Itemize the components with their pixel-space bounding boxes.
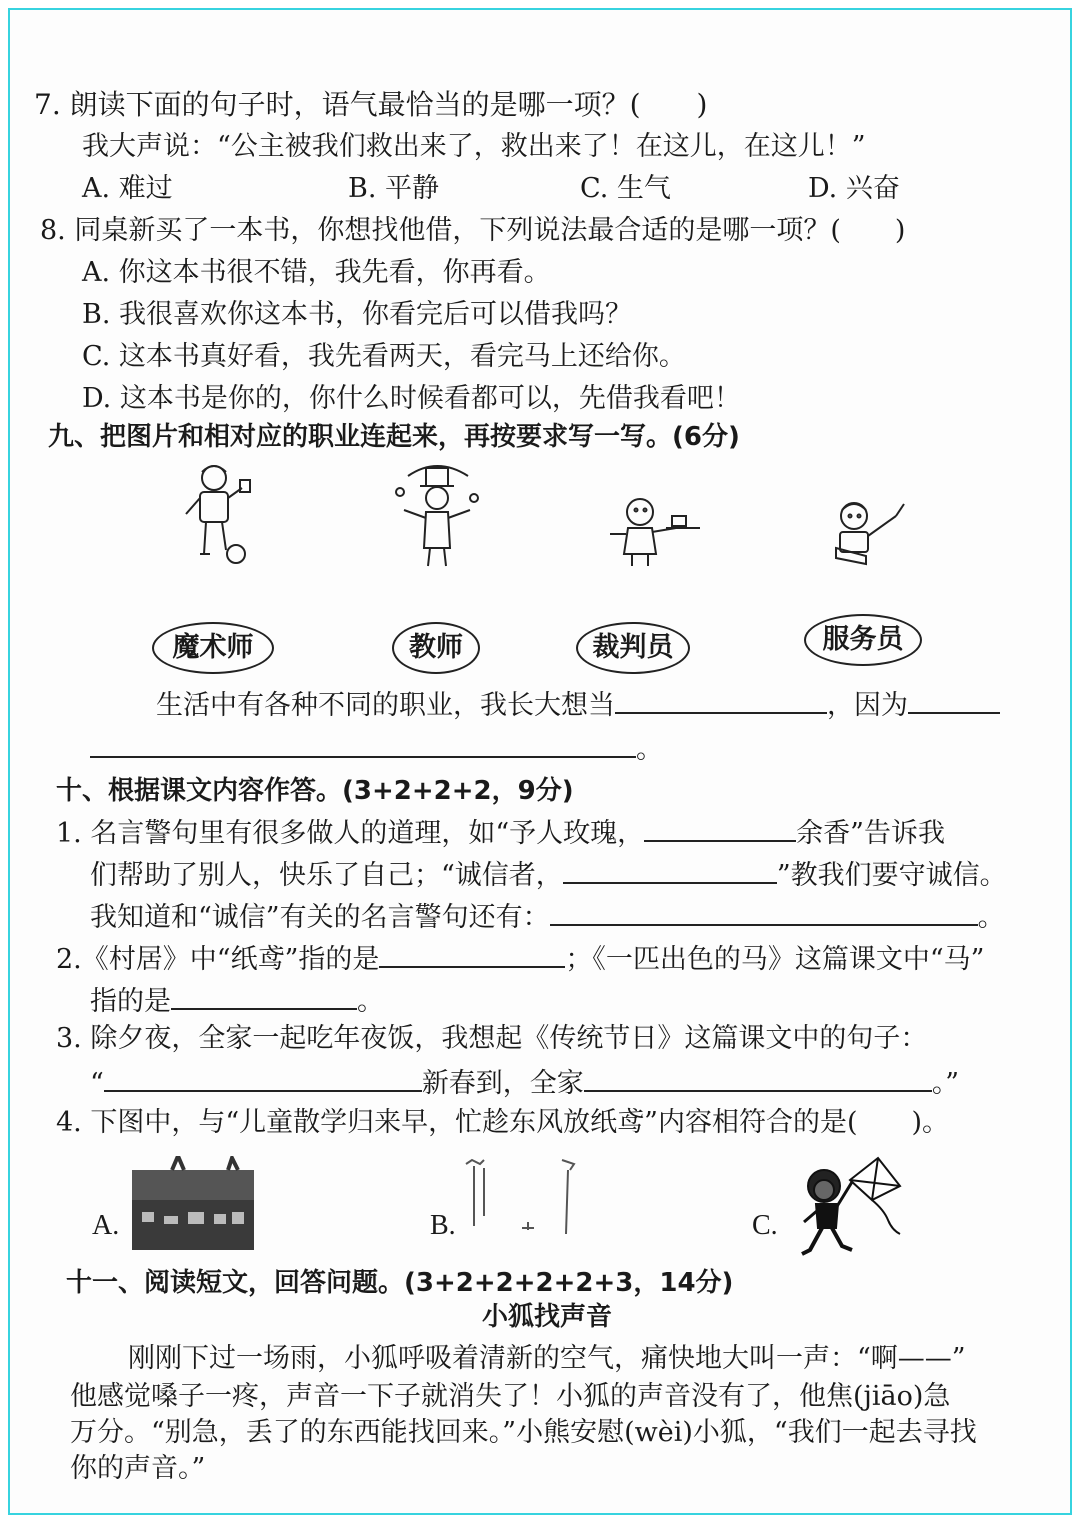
section-9-title: 九、把图片和相对应的职业连起来，再按要求写一写。(6分)	[48, 422, 740, 452]
text: 指的是	[90, 986, 171, 1017]
q10-4-option-a-label[interactable]: A.	[92, 1210, 120, 1241]
text: 我知道和“诚信”有关的名言警句还有：	[90, 902, 550, 933]
period: 。	[636, 734, 663, 765]
q8-option-b: B. 我很喜欢你这本书，你看完后可以借我吗？	[82, 299, 633, 330]
text: ”教我们要守诚信。	[776, 860, 1007, 891]
story-line-3: 万分。“别急，丢了的东西能找回来。”小熊安慰(wèi)小狐，“我们一起去寻找	[70, 1417, 977, 1448]
period: 。	[357, 986, 384, 1017]
quote-blank[interactable]	[550, 898, 978, 926]
q7-option-d: D. 兴奋	[808, 173, 900, 204]
q10-1-line3	[90, 898, 1005, 935]
q10-2-line1	[56, 940, 984, 977]
q7-option-b: B. 平静	[348, 173, 440, 204]
q10-4-stem: 4. 下图中，与“儿童散学归来早，忙趁东风放纸鸢”内容相符合的是( )。	[56, 1107, 950, 1138]
festival-blank-2[interactable]	[584, 1064, 932, 1092]
q8-option-a: A. 你这本书很不错，我先看，你再看。	[82, 257, 551, 288]
q8-option-c: C. 这本书真好看，我先看两天，看完马上还给你。	[82, 341, 686, 372]
q7-sentence: 我大声说：“公主被我们救出来了，救出来了！在这儿，在这儿！”	[82, 131, 866, 162]
q10-3-line1: 3. 除夕夜，全家一起吃年夜饭，我想起《传统节日》这篇课文中的句子：	[56, 1023, 928, 1054]
sentence-part: 生活中有各种不同的职业，我长大想当	[156, 690, 615, 721]
text: 余香”告诉我	[796, 818, 945, 849]
referee-picture	[170, 458, 260, 568]
horse-blank[interactable]	[171, 982, 357, 1010]
story-title: 小狐找声音	[482, 1302, 613, 1332]
section-11-title: 十一、阅读短文，回答问题。(3+2+2+2+2+3，14分)	[66, 1268, 734, 1298]
magician-picture	[388, 462, 488, 572]
worksheet-page	[8, 8, 1072, 1515]
text: 新春到，全家	[421, 1068, 584, 1099]
kite-blank[interactable]	[379, 940, 565, 968]
quote-open: “	[90, 1068, 104, 1099]
period: 。	[977, 902, 1005, 933]
story-line-4: 你的声音。”	[70, 1453, 206, 1484]
rose-blank[interactable]	[644, 814, 796, 842]
section-9-sentence-cont	[90, 730, 663, 767]
job-waiter-label[interactable]: 服务员	[804, 614, 922, 666]
festival-blank-1[interactable]	[104, 1064, 422, 1092]
q8-stem: 8. 同桌新买了一本书，你想找他借，下列说法最合适的是哪一项？( )	[40, 215, 906, 246]
story-line-1: 刚刚下过一场雨，小狐呼吸着清新的空气，痛快地大叫一声：“啊——”	[128, 1343, 966, 1374]
story-line-2: 他感觉嗓子一疼，声音一下子就消失了！小狐的声音没有了，他焦(jiāo)急	[70, 1381, 951, 1412]
q10-3-line2	[90, 1064, 959, 1101]
q7-option-a: A. 难过	[82, 173, 173, 204]
q10-2-line2	[90, 982, 384, 1019]
job-magician-label[interactable]: 魔术师	[152, 622, 274, 674]
q10-1-line2	[90, 856, 1007, 893]
section-10-title: 十、根据课文内容作答。(3+2+2+2，9分)	[56, 776, 574, 806]
career-blank[interactable]	[615, 686, 827, 714]
teacher-picture	[826, 498, 912, 568]
honesty-blank[interactable]	[563, 856, 777, 884]
quote-close: 。”	[931, 1068, 960, 1099]
q10-1-line1	[56, 814, 945, 851]
job-referee-label[interactable]: 裁判员	[576, 622, 690, 674]
option-c-picture	[788, 1150, 906, 1260]
q10-4-option-c-label[interactable]: C.	[752, 1210, 778, 1241]
text: 们帮助了别人，快乐了自己；“诚信者，	[90, 860, 563, 891]
section-9-sentence	[156, 686, 1000, 723]
waiter-picture	[606, 496, 706, 568]
text: 2.《村居》中“纸鸢”指的是	[56, 944, 380, 975]
text: 1. 名言警句里有很多做人的道理，如“予人玫瑰，	[56, 818, 645, 849]
q10-4-option-b-label[interactable]: B.	[430, 1210, 456, 1241]
q7-stem: 7. 朗读下面的句子时，语气最恰当的是哪一项？( )	[34, 88, 708, 121]
reason-blank-start[interactable]	[908, 686, 1000, 714]
q8-option-d: D. 这本书是你的，你什么时候看都可以，先借我看吧！	[82, 383, 741, 414]
option-b-picture	[462, 1156, 588, 1240]
option-a-picture	[132, 1156, 254, 1250]
text: ；《一匹出色的马》这篇课文中“马”	[565, 944, 985, 975]
q7-option-c: C. 生气	[580, 173, 671, 204]
sentence-part: ，因为	[827, 690, 908, 721]
reason-blank[interactable]	[90, 730, 636, 758]
job-teacher-label[interactable]: 教师	[392, 622, 480, 674]
